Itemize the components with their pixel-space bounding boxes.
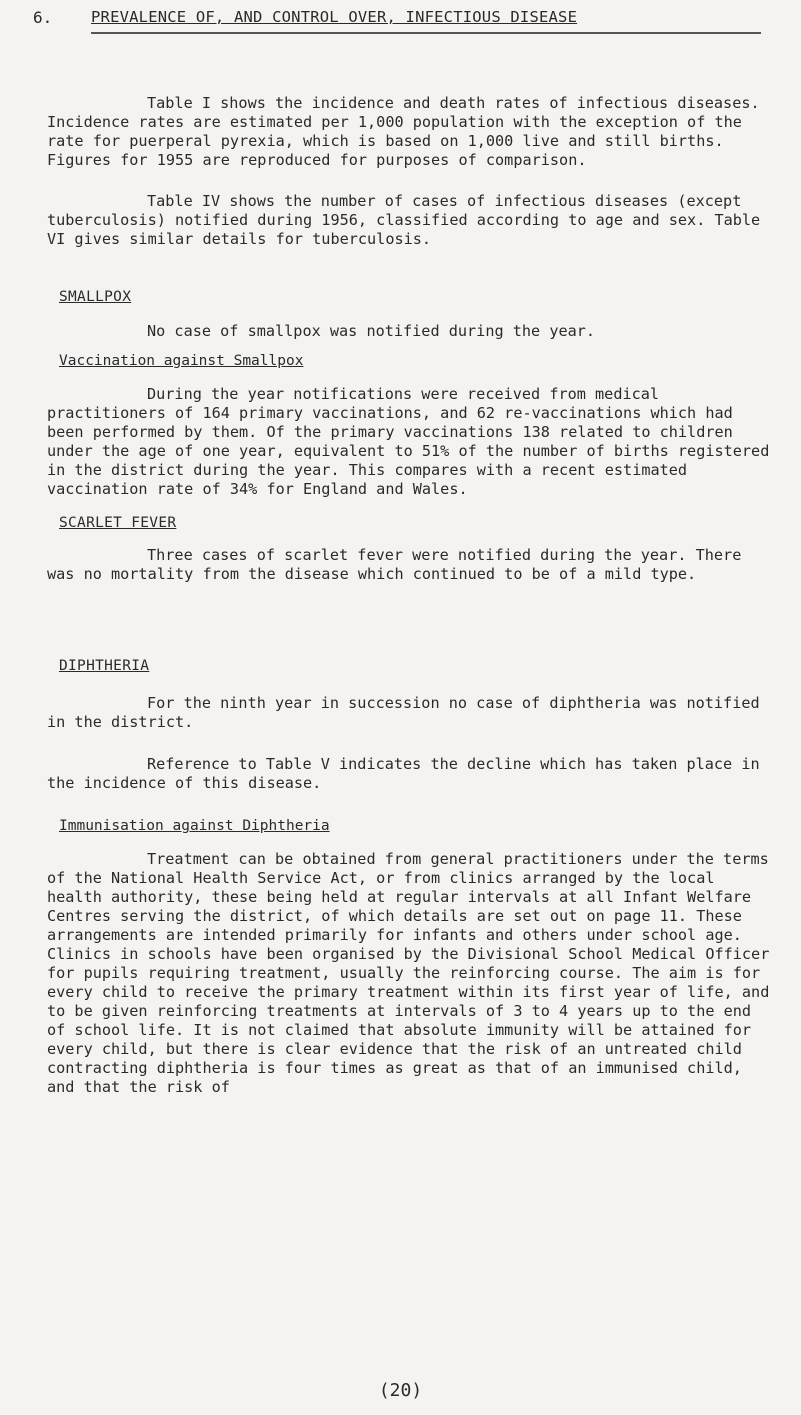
intro-text-1: Table I shows the incidence and death rates of infectious diseases. Incidence rates are estimated per 1,000 population with the exception of the rate for puerperal pyrexia, which is based on 1,000 live and still births. Figures for 1955 are reproduced for purposes of comparison. xyxy=(47,94,760,169)
smallpox-paragraph xyxy=(47,322,771,341)
page-title: PREVALENCE OF, AND CONTROL OVER, INFECTIOUS DISEASE xyxy=(91,8,578,26)
title-rule xyxy=(91,32,761,34)
page-footer-number: (20) xyxy=(378,1380,423,1401)
page-header xyxy=(33,8,761,38)
smallpox-text: No case of smallpox was notified during the year. xyxy=(147,322,596,340)
immunisation-text: Treatment can be obtained from general practitioners under the terms of the National Health Service Act, or from clinics arranged by the local health authority, these being held at regular intervals at all Infant Welfare Centres serving the district, of which details are set out on page 11. These arrangements are intended primarily for infants and others under school age. Clinics in schools have been organised by the Divisional School Medical Officer for pupils requiring treatment, usually the reinforcing course. The aim is for every child to receive the primary treatment within its first year of life, and to be given reinforcing treatments at intervals of 3 to 4 years up to the end of school life. It is not claimed that absolute immunity will be attained for every child, but there is clear evidence that the risk of an untreated child contracting diphtheria is four times as great as that of an immunised child, and that the risk of xyxy=(47,850,770,1096)
immunisation-heading: Immunisation against Diphtheria xyxy=(59,818,330,834)
vaccination-heading: Vaccination against Smallpox xyxy=(59,353,304,369)
immunisation-paragraph xyxy=(47,850,771,1097)
diphtheria-text-1: For the ninth year in succession no case of diphtheria was notified in the district. xyxy=(47,694,760,731)
vaccination-text: During the year notifications were received from medical practitioners of 164 primary vaccinations, and 62 re-vaccinations which had been performed by them. Of the primary vaccinations 138 related to children under the age of one year, equivalent to 51% of the number of births registered in the district during the year. This compares with a recent estimated vaccination rate of 34% for England and Wales. xyxy=(47,385,770,498)
scarlet-fever-heading: SCARLET FEVER xyxy=(59,515,177,531)
vaccination-paragraph xyxy=(47,385,771,499)
intro-paragraph-2 xyxy=(47,192,771,249)
diphtheria-paragraph-2 xyxy=(47,755,771,793)
diphtheria-heading: DIPHTHERIA xyxy=(59,658,150,674)
page-number: 6. xyxy=(33,8,53,27)
scarlet-fever-text: Three cases of scarlet fever were notified during the year. There was no mortality from the disease which continued to be of a mild type. xyxy=(47,546,742,583)
scarlet-fever-paragraph xyxy=(47,546,771,584)
diphtheria-paragraph-1 xyxy=(47,694,771,732)
intro-paragraph-1 xyxy=(47,94,771,170)
intro-text-2: Table IV shows the number of cases of infectious diseases (except tuberculosis) notified during 1956, classified according to age and sex. Table VI gives similar details for tuberculosis. xyxy=(47,192,761,248)
diphtheria-text-2: Reference to Table V indicates the decline which has taken place in the incidence of this disease. xyxy=(47,755,760,792)
smallpox-heading: SMALLPOX xyxy=(59,289,132,305)
